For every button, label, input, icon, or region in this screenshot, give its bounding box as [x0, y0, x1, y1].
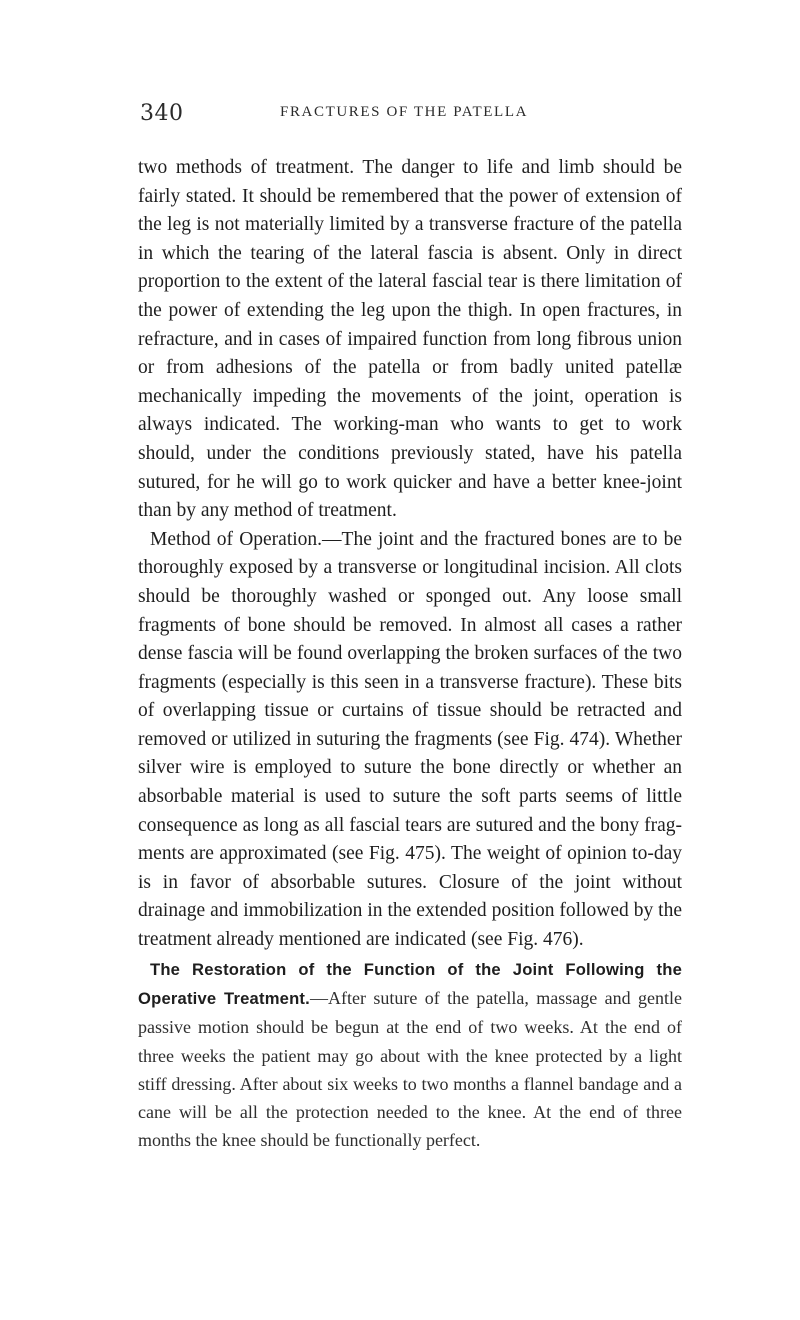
section-heading: The Restoration of the Function of the Joint Following the Operative Treatment. — [138, 959, 682, 1008]
paragraph-text: —The joint and the fractured bones are to be thoroughly exposed by a transverse or longitudinal incision. All clots should be thoroughly washed or sponged out. Any loose small fragments of bone should be removed. In almost all cases a rather dense fascia will be found overlapping the broken surfaces of the two fragments (especially is this seen in a transverse fracture). These bits of overlapping tissue or curtains of tissue should be retracted and removed or utilized in suturing the fragments (see Fig. 474). Whether silver wire is employed to suture the bone directly or whether an absorbable material is used to suture the soft parts seems of little consequence as long as all fascial tears are sutured and the bony fragments are approximated (see Fig. 475). The weight of opinion to-day is in favor of absorbable sutures. Closure of the joint without drainage and immobilization in the extended position followed by the treatment already mentioned are indicated (see Fig. 476). — [138, 528, 682, 951]
section-text: —After suture of the patella, massage and gentle passive motion should be begun at the end of two weeks. At the end of three weeks the patient may go about with the knee protected by a light stiff dressing. After about six weeks to two months a flannel bandage and a cane will be all the protection needed to the knee. At the end of three months the knee should be functionally perfect. — [138, 987, 682, 1151]
section-paragraph — [138, 955, 682, 1155]
page-header — [140, 101, 680, 137]
paragraph-run-in-heading: Method of Operation. — [150, 528, 323, 550]
page-number: 340 — [140, 101, 184, 126]
paragraph-text: two methods of treatment. The danger to life and limb should be fairly stated. It should be remembered that the power of extension of the leg is not materially limited by a transverse fracture of the patella in which the tearing of the lateral fascia is absent. Only in direct proportion to the extent of the lateral fascial tear is there limitation of the power of extending the leg upon the thigh. In open fractures, in refracture, and in cases of impaired function from long fibrous union or from adhesions of the patella or from badly united patellæ mechanically impeding the movements of the joint, operation is always indicated. The working-man who wants to get to work should, under the conditions previously stated, have his patella sutured, for he will go to work quicker and have a better knee-joint than by any method of treatment. — [138, 157, 682, 522]
paragraph — [138, 154, 682, 526]
paragraph — [138, 526, 682, 955]
body-text — [138, 154, 682, 1155]
running-head: FRACTURES OF THE PATELLA — [280, 104, 529, 120]
